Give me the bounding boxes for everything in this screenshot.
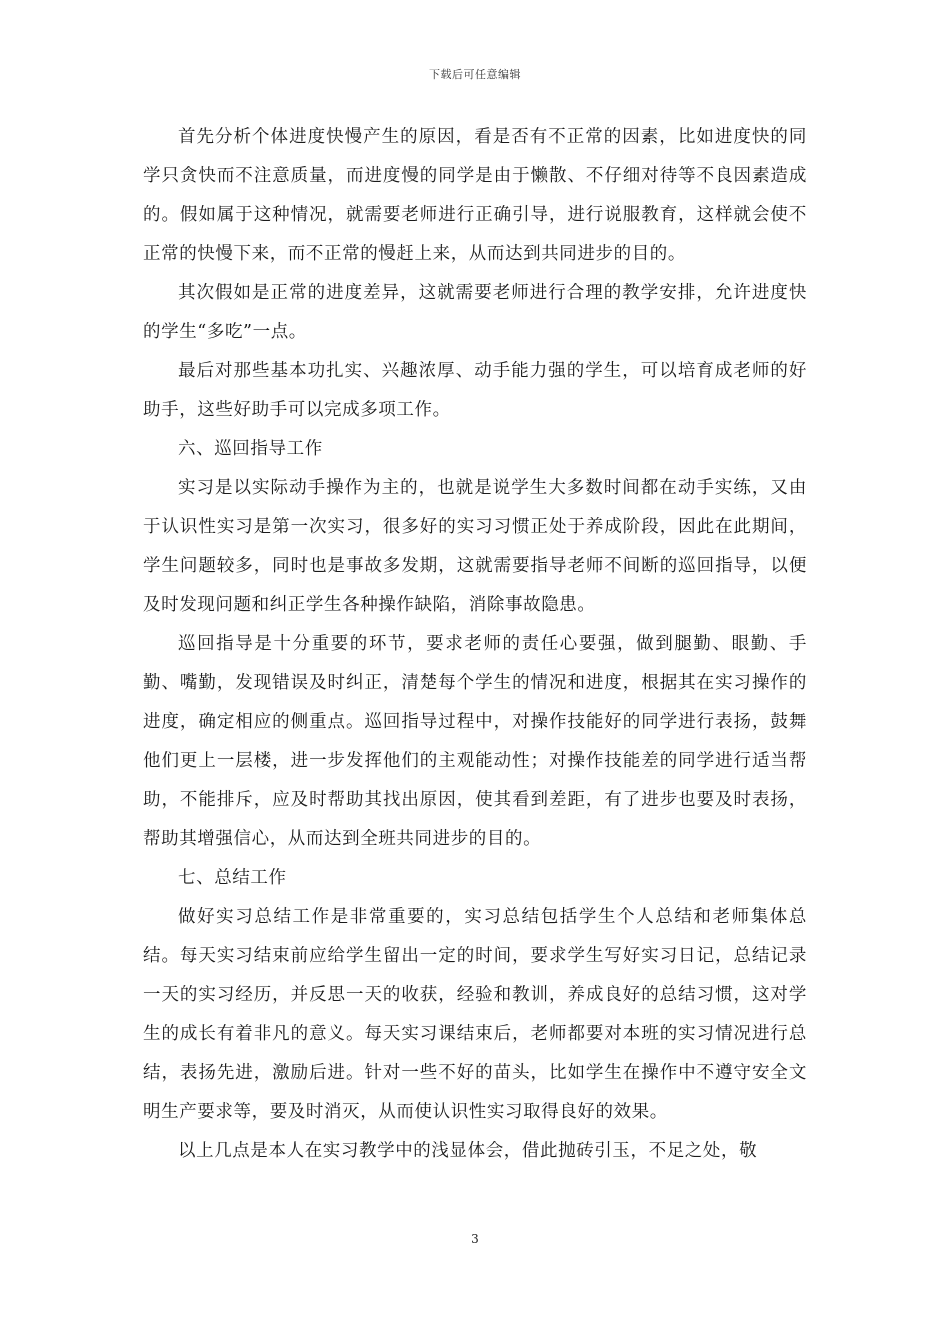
paragraph-analysis: 首先分析个体进度快慢产生的原因，看是否有不正常的因素，比如进度快的同学只贪快而不注意质量，而进度慢的同学是由于懒散、不仔细对待等不良因素造成的。假如属于这种情况，就需要老师进行正确引导，进行说服教育，这样就会使不正常的快慢下来，而不正常的慢赶上来，从而达到共同进步的目的。 bbox=[143, 127, 807, 264]
paragraph-summary: 做好实习总结工作是非常重要的，实习总结包括学生个人总结和老师集体总结。每天实习结束前应给学生留出一定的时间，要求学生写好实习日记，总结记录一天的实习经历，并反思一天的收获，经验和教训，养成良好的总结习惯，这对学生的成长有着非凡的意义。每天实习课结束后，老师都要对本班的实习情况进行总结，表扬先进，激励后进。针对一些不好的苗头，比如学生在操作中不遵守安全文明生产要求等，要及时消灭，从而使认识性实习取得良好的效果。 bbox=[143, 907, 807, 1122]
page-number: 3 bbox=[471, 1232, 479, 1246]
paragraph-normal-difference: 其次假如是正常的进度差异，这就需要老师进行合理的教学安排，允许进度快的学生“多吃”一点。 bbox=[143, 283, 807, 342]
paragraph-patrol-intro: 实习是以实际动手操作为主的，也就是说学生大多数时间都在动手实练，又由于认识性实习是第一次实习，很多好的实习习惯正处于养成阶段，因此在此期间，学生问题较多，同时也是事故多发期，这就需要指导老师不间断的巡回指导，以便及时发现问题和纠正学生各种操作缺陷，消除事故隐患。 bbox=[143, 478, 807, 615]
section-heading-summary: 七、总结工作 bbox=[178, 868, 287, 888]
paragraph-patrol-detail: 巡回指导是十分重要的环节，要求老师的责任心要强，做到腿勤、眼勤、手勤、嘴勤，发现错误及时纠正，清楚每个学生的情况和进度，根据其在实习操作的进度，确定相应的侧重点。巡回指导过程中，对操作技能好的同学进行表扬，鼓舞他们更上一层楼，进一步发挥他们的主观能动性；对操作技能差的同学进行适当帮助，不能排斥，应及时帮助其找出原因，使其看到差距，有了进步也要及时表扬，帮助其增强信心，从而达到全班共同进步的目的。 bbox=[143, 634, 807, 849]
section-heading-patrol: 六、巡回指导工作 bbox=[178, 439, 323, 459]
paragraph-helpers: 最后对那些基本功扎实、兴趣浓厚、动手能力强的学生，可以培育成老师的好助手，这些好助手可以完成多项工作。 bbox=[143, 361, 807, 420]
document-body bbox=[143, 118, 807, 1171]
paragraph-conclusion: 以上几点是本人在实习教学中的浅显体会，借此抛砖引玉，不足之处，敬 bbox=[178, 1141, 758, 1161]
page-header: 下载后可任意编辑 bbox=[429, 68, 521, 81]
